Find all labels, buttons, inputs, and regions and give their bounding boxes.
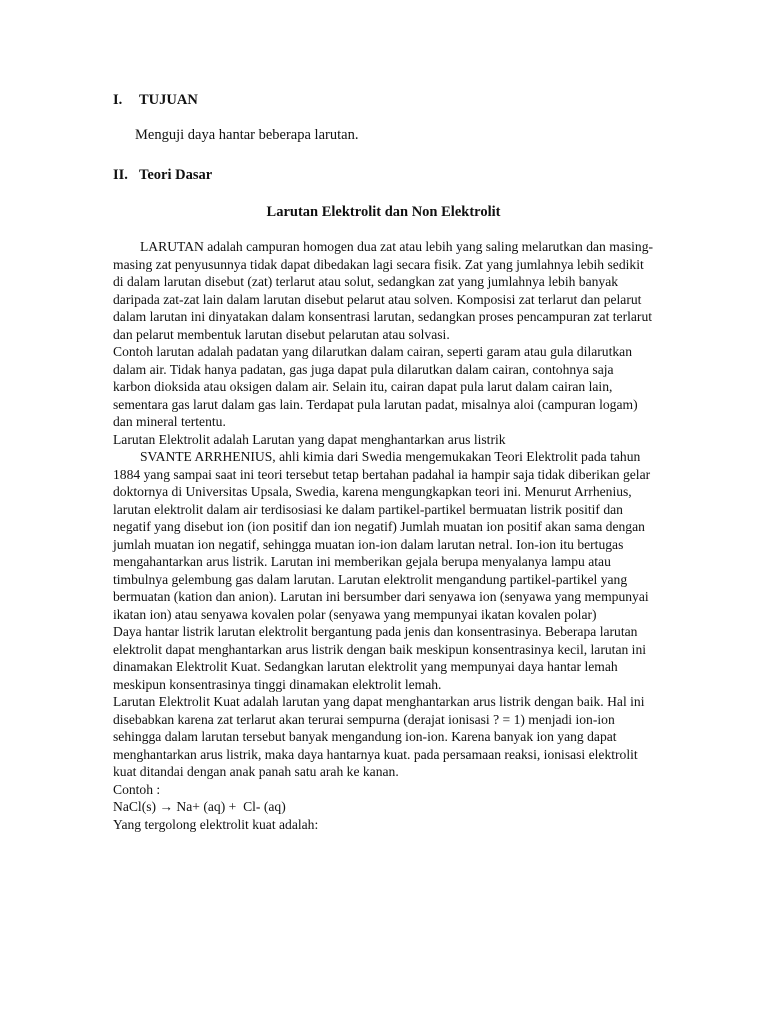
paragraph-larutan-definition: LARUTAN adalah campuran homogen dua zat atau lebih yang saling melarutkan dan masing-masing zat penyusunnya tidak dapat dibedakan lagi secara fisik. Zat yang jumlahnya lebih sedikit di dalam larutan disebut (zat) terlarut atau solut, sedangkan zat yang jumlahnya lebih banyak daripada zat-zat lain dalam larutan disebut pelarut atau solven. Komposisi zat terlarut dan pelarut dalam larutan ini dinyatakan dalam konsentrasi larutan, sedangkan proses pencampuran zat terlarut dan pelarut membentuk larutan disebut pelarutan atau solvasi. — [113, 239, 654, 342]
paragraph-elektrolit-definition: Larutan Elektrolit adalah Larutan yang dapat menghantarkan arus listrik — [113, 431, 506, 447]
body-text — [113, 238, 654, 833]
paragraph-arrhenius: SVANTE ARRHENIUS, ahli kimia dari Swedia mengemukakan Teori Elektrolit pada tahun 1884 yang sampai saat ini teori tersebut tetap bertahan padahal ia hampir saja tidak diberikan gelar doktornya di Universitas Upsala, Swedia, karena mengungkapkan teori ini. Menurut Arrhenius, larutan elektrolit dalam air terdisosiasi ke dalam partikel-partikel bermuatan listrik positif dan negatif yang disebut ion (ion positif dan ion negatif) Jumlah muatan ion positif akan sama dengan jumlah muatan ion negatif, sehingga muatan ion-ion dalam larutan netral. Ion-ion itu bertugas mengahantarkan arus listrik. Larutan ini memberikan gejala berupa menyalanya lampu atau timbulnya gelembung gas dalam larutan. Larutan elektrolit mengandung partikel-partikel yang bermuatan (kation dan anion). Larutan ini bersumber dari senyawa ion (senyawa yang mempunyai ikatan ion) atau senyawa kovalen polar (senyawa yang mempunyai ikatan kovalen polar) — [113, 449, 651, 622]
section-number: II. — [113, 167, 128, 183]
aim-text: Menguji daya hantar beberapa larutan. — [135, 127, 359, 143]
reaction-equation: NaCl(s) → Na+ (aq) + Cl- (aq) — [113, 799, 286, 814]
paragraph-daya-hantar: Daya hantar listrik larutan elektrolit bergantung pada jenis dan konsentrasinya. Beberapa larutan elektrolit dapat menghantarkan arus listrik dengan baik meskipun konsentrasinya kecil, larutan ini dinamakan Elektrolit Kuat. Sedangkan larutan elektrolit yang mempunyai daya hantar lemah meskipun konsentrasinya tinggi dinamakan elektrolit lemah. — [113, 624, 647, 692]
subtitle: Larutan Elektrolit dan Non Elektrolit — [266, 204, 501, 220]
section-number: I. — [113, 92, 123, 108]
paragraph-larutan-examples: Contoh larutan adalah padatan yang dilarutkan dalam cairan, seperti garam atau gula dilarutkan dalam air. Tidak hanya padatan, gas juga dapat pula dilarutkan dalam cairan, contohnya saja karbon dioksida atau oksigen dalam air. Selain itu, cairan dapat pula larut dalam cairan lain, sementara gas larut dalam gas lain. Terdapat pula larutan padat, misalnya aloi (campuran logam) dan mineral tertentu. — [113, 344, 638, 429]
section-title: Teori Dasar — [139, 167, 213, 183]
section-heading-tujuan — [113, 91, 198, 109]
section-heading-teori-dasar — [113, 166, 212, 184]
example-label: Contoh : — [113, 781, 161, 797]
paragraph-elektrolit-kuat: Larutan Elektrolit Kuat adalah larutan yang dapat menghantarkan arus listrik dengan baik. Hal ini disebabkan karena zat terlarut akan terurai sempurna (derajat ionisasi ? = 1) menjadi ion-ion sehingga dalam larutan tersebut banyak mengandung ion-ion. Karena banyak ion yang dapat menghantarkan arus listrik, maka daya hantarnya kuat. pada persamaan reaksi, ionisasi elektrolit kuat ditandai dengan anak panah satu arah ke kanan. — [113, 694, 645, 779]
paragraph-strong-electrolytes-intro: Yang tergolong elektrolit kuat adalah: — [113, 816, 319, 832]
section-title: TUJUAN — [139, 92, 198, 108]
